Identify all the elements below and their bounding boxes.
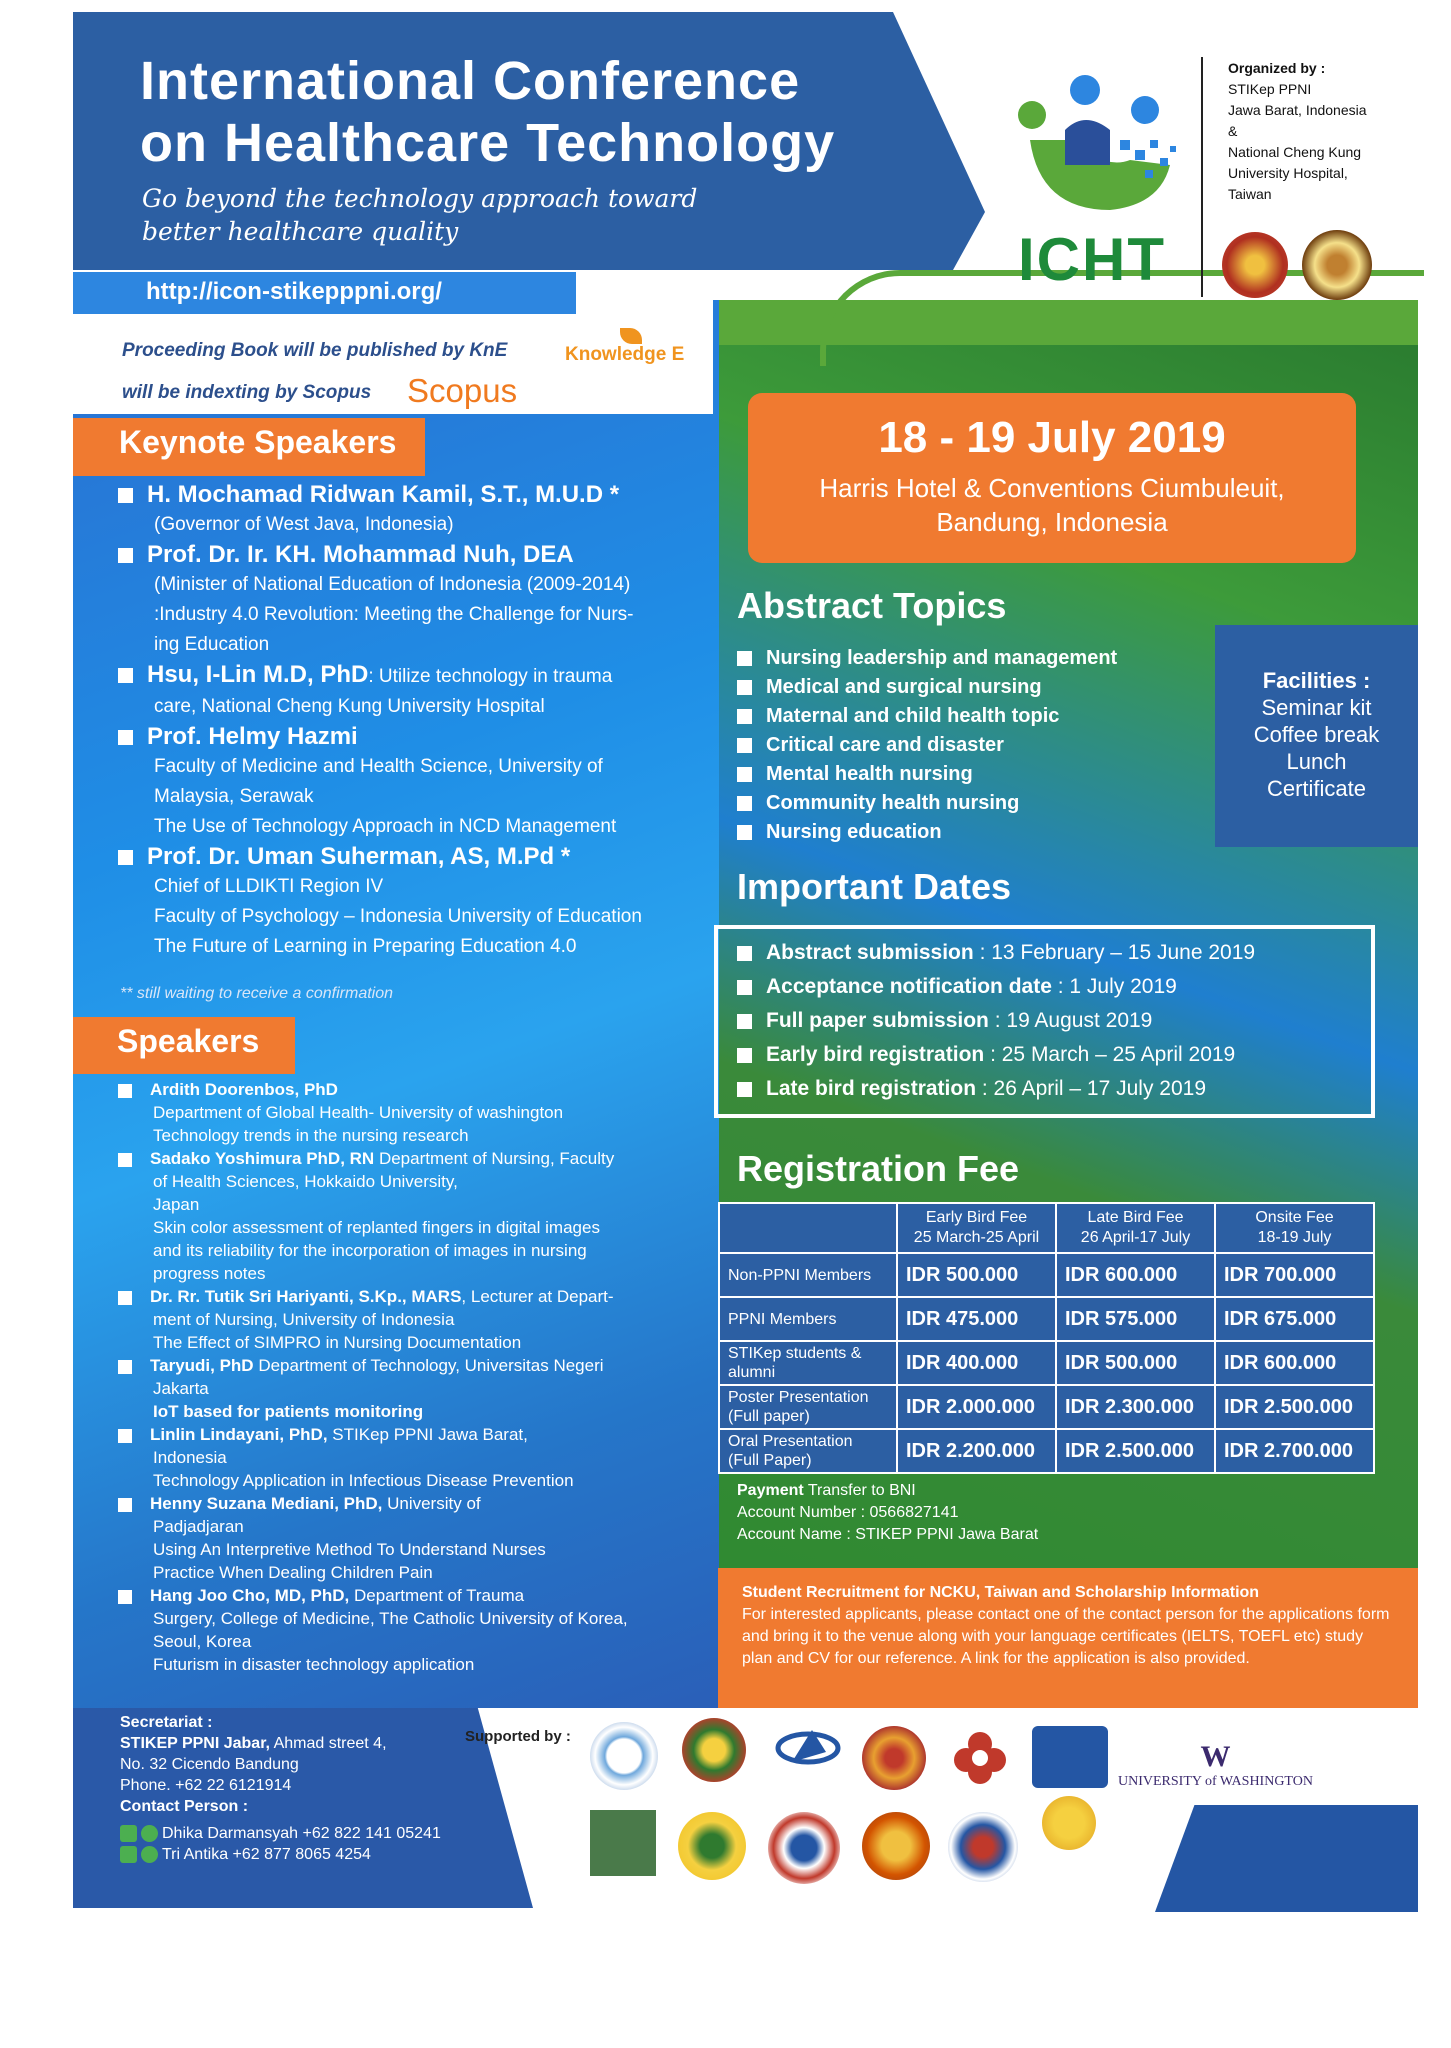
unimal-seal-icon bbox=[948, 1812, 1018, 1882]
stikep-ppni-seal-icon bbox=[1222, 232, 1288, 298]
speaker-name: Hsu, I-Lin M.D, PhD bbox=[147, 661, 369, 688]
bullet-square-icon bbox=[737, 946, 752, 961]
table-header-cell bbox=[1056, 1203, 1215, 1253]
bullet-square-icon bbox=[737, 1014, 752, 1029]
keynote-speaker bbox=[118, 842, 688, 962]
date-label: Late bird registration bbox=[766, 1077, 977, 1100]
column-title: Onsite Fee bbox=[1255, 1209, 1334, 1226]
topic-label: Mental health nursing bbox=[766, 763, 973, 785]
speaker-detail: Department of Global Health- University of washington bbox=[153, 1103, 564, 1122]
fee-cell: IDR 500.000 bbox=[1056, 1341, 1215, 1385]
speaker-name: H. Mochamad Ridwan Kamil, S.T., M.U.D * bbox=[147, 481, 620, 508]
phone-number: Phone. +62 22 6121914 bbox=[120, 1777, 292, 1794]
organizer-line: National Cheng Kung bbox=[1228, 144, 1362, 160]
bullet-square-icon bbox=[118, 730, 133, 745]
organizer-line: STIKep PPNI bbox=[1228, 81, 1312, 97]
event-date: 18 - 19 July 2019 bbox=[878, 413, 1226, 462]
speaker-detail: Padjadjaran bbox=[153, 1517, 244, 1536]
institution-logo-icon bbox=[1032, 1726, 1108, 1788]
date-value: : 19 August 2019 bbox=[994, 1009, 1153, 1032]
secretariat-label: Secretariat : bbox=[120, 1714, 213, 1731]
payment-label: Payment bbox=[737, 1482, 804, 1499]
row-label: Poster Presentation (Full paper) bbox=[719, 1385, 897, 1429]
row-label: Non-PPNI Members bbox=[719, 1253, 897, 1297]
orange-seal-icon bbox=[862, 1812, 930, 1880]
topic-label: Nursing education bbox=[766, 821, 942, 843]
important-dates-heading: Important Dates bbox=[737, 866, 1012, 907]
bullet-square-icon bbox=[737, 651, 752, 666]
scopus-logo: Scopus bbox=[407, 372, 518, 409]
facilities-box bbox=[1215, 625, 1418, 847]
fee-cell: IDR 475.000 bbox=[897, 1297, 1056, 1341]
university-seal-icon bbox=[768, 1812, 840, 1884]
secretariat-address bbox=[120, 1733, 470, 1754]
speaker-item bbox=[118, 1285, 698, 1354]
event-venue-line-2: Bandung, Indonesia bbox=[936, 507, 1168, 537]
payment-info bbox=[737, 1480, 1038, 1546]
fee-cell: IDR 2.000.000 bbox=[897, 1385, 1056, 1429]
topic-label: Critical care and disaster bbox=[766, 734, 1004, 756]
speaker-topic: : Utilize technology in trauma bbox=[368, 666, 613, 687]
facility-item: Coffee break bbox=[1253, 722, 1380, 747]
fee-cell: IDR 675.000 bbox=[1215, 1297, 1374, 1341]
keynote-speaker-name-row bbox=[118, 722, 688, 752]
important-dates-list bbox=[737, 936, 1255, 1106]
table-row bbox=[719, 1341, 1374, 1385]
speaker-desc: The Future of Learning in Preparing Education 4.0 bbox=[154, 936, 577, 957]
speaker-detail: of Health Sciences, Hokkaido University, bbox=[153, 1172, 458, 1191]
whatsapp-icon bbox=[141, 1846, 158, 1863]
date-label: Abstract submission bbox=[766, 941, 974, 964]
date-item bbox=[737, 1038, 1255, 1072]
phone-icon bbox=[120, 1825, 137, 1842]
topic-label: Community health nursing bbox=[766, 792, 1020, 814]
bullet-square-icon bbox=[737, 680, 752, 695]
flower-logo-icon bbox=[948, 1728, 1012, 1788]
title-line-1: International Conference bbox=[140, 51, 801, 111]
title-line-2: on Healthcare Technology bbox=[140, 113, 836, 173]
row-label: PPNI Members bbox=[719, 1297, 897, 1341]
organizer-line: Jawa Barat, Indonesia bbox=[1228, 102, 1367, 118]
contact-person-2: Tri Antika +62 877 8065 4254 bbox=[162, 1846, 371, 1863]
abstract-topics-list bbox=[737, 644, 1117, 847]
speaker-detail: Futurism in disaster technology application bbox=[153, 1655, 475, 1674]
proceeding-text: Proceeding Book will be published by KnE bbox=[122, 340, 508, 361]
speaker-name: Prof. Dr. Uman Suherman, AS, M.Pd * bbox=[147, 843, 571, 870]
speaker-desc: ing Education bbox=[154, 634, 270, 655]
speaker-desc: The Use of Technology Approach in NCD Management bbox=[154, 816, 617, 837]
topic-item bbox=[737, 789, 1117, 818]
date-label: Acceptance notification date bbox=[766, 975, 1052, 998]
speaker-item bbox=[118, 1078, 698, 1147]
bullet-square-icon bbox=[737, 825, 752, 840]
speaker-affiliation: Department of Nursing, Faculty bbox=[374, 1149, 615, 1168]
bullet-square-icon bbox=[118, 1153, 132, 1167]
date-value: : 1 July 2019 bbox=[1057, 975, 1177, 998]
event-date-box bbox=[748, 393, 1356, 563]
ppni-logo-icon bbox=[590, 1722, 658, 1790]
speaker-detail: Seoul, Korea bbox=[153, 1632, 252, 1651]
secretariat-org: STIKEP PPNI Jabar, bbox=[120, 1735, 270, 1752]
uw-w-icon: W bbox=[1200, 1740, 1231, 1773]
keynote-speaker-name-row bbox=[118, 480, 688, 510]
speaker-detail: ment of Nursing, University of Indonesia bbox=[153, 1310, 455, 1329]
speaker-affiliation: Department of Trauma bbox=[349, 1586, 525, 1605]
date-item bbox=[737, 970, 1255, 1004]
speaker-list bbox=[118, 1078, 698, 1676]
speaker-detail: Practice When Dealing Children Pain bbox=[153, 1563, 433, 1582]
bullet-square-icon bbox=[118, 488, 133, 503]
indexing-text: will be indexting by Scopus bbox=[122, 382, 372, 403]
speaker-name: Prof. Helmy Hazmi bbox=[147, 723, 358, 750]
organizer-line: & bbox=[1228, 123, 1238, 139]
speaker-name: Prof. Dr. Ir. KH. Mohammad Nuh, DEA bbox=[147, 541, 574, 568]
fee-cell: IDR 2.700.000 bbox=[1215, 1429, 1374, 1473]
topic-item bbox=[737, 702, 1117, 731]
facility-item: Seminar kit bbox=[1261, 695, 1372, 720]
confirmation-note: ** still waiting to receive a confirmation bbox=[120, 985, 394, 1002]
date-value: : 25 March – 25 April 2019 bbox=[990, 1043, 1236, 1066]
icht-logo-graphic bbox=[1010, 70, 1190, 220]
topic-item bbox=[737, 731, 1117, 760]
speaker-desc: Faculty of Medicine and Health Science, University of bbox=[154, 756, 603, 777]
bullet-square-icon bbox=[118, 1429, 132, 1443]
keynote-speaker-name-row bbox=[118, 540, 688, 570]
speaker-item bbox=[118, 1584, 698, 1676]
bullet-square-icon bbox=[737, 709, 752, 724]
recruitment-body: For interested applicants, please contact one of the contact person for the applications form and bring it to the venue along with your language certificates (IELTS, TOEFL etc) study plan and CV for our reference. A link for the application is also provided. bbox=[742, 1606, 1390, 1667]
speaker-desc: Chief of LLDIKTI Region IV bbox=[154, 876, 384, 897]
phone-icon bbox=[120, 1846, 137, 1863]
speaker-name: Henny Suzana Mediani, PhD, bbox=[150, 1494, 383, 1513]
date-label: Full paper submission bbox=[766, 1009, 989, 1032]
universitas-indonesia-seal-icon bbox=[1042, 1796, 1096, 1850]
knowledge-e-logo bbox=[565, 328, 684, 366]
fee-cell: IDR 2.300.000 bbox=[1056, 1385, 1215, 1429]
university-of-washington-logo bbox=[1118, 1740, 1313, 1790]
fee-cell: IDR 600.000 bbox=[1215, 1341, 1374, 1385]
divider-line bbox=[1201, 57, 1203, 297]
topic-item bbox=[737, 760, 1117, 789]
date-item bbox=[737, 1004, 1255, 1038]
speaker-detail: Japan bbox=[153, 1195, 200, 1214]
keynote-speaker-name-row bbox=[118, 842, 688, 872]
speaker-affiliation: , Lecturer at Depart- bbox=[461, 1287, 614, 1306]
keynote-speaker bbox=[118, 480, 688, 540]
date-value: : 26 April – 17 July 2019 bbox=[981, 1077, 1207, 1100]
speaker-desc: care, National Cheng Kung University Hospital bbox=[154, 696, 545, 717]
leaf-icon bbox=[620, 328, 642, 344]
facility-item: Certificate bbox=[1266, 776, 1367, 801]
whatsapp-icon bbox=[141, 1825, 158, 1842]
speaker-name: Sadako Yoshimura PhD, RN bbox=[150, 1149, 375, 1168]
speaker-desc: :Industry 4.0 Revolution: Meeting the Challenge for Nurs- bbox=[154, 604, 634, 625]
event-venue-line-1: Harris Hotel & Conventions Ciumbuleuit, bbox=[819, 473, 1285, 503]
fee-cell: IDR 2.200.000 bbox=[897, 1429, 1056, 1473]
keynote-speaker bbox=[118, 540, 688, 660]
speaker-desc: (Governor of West Java, Indonesia) bbox=[154, 514, 454, 535]
topic-item bbox=[737, 644, 1117, 673]
people-network-icon bbox=[1010, 70, 1190, 220]
fee-cell: IDR 400.000 bbox=[897, 1341, 1056, 1385]
supported-by-label: Supported by : bbox=[465, 1728, 571, 1745]
bullet-square-icon bbox=[118, 850, 133, 865]
topic-item bbox=[737, 673, 1117, 702]
hokkaido-logo-icon bbox=[590, 1810, 656, 1876]
bullet-square-icon bbox=[118, 1084, 132, 1098]
payment-transfer: Transfer to BNI bbox=[803, 1482, 916, 1499]
registration-fee-table bbox=[718, 1202, 1375, 1474]
registration-fee-heading: Registration Fee bbox=[737, 1148, 1020, 1189]
uw-logo-text: UNIVERSITY of WASHINGTON bbox=[1118, 1774, 1313, 1789]
bullet-square-icon bbox=[737, 980, 752, 995]
knowledge-e-logo-text: Knowledge E bbox=[565, 344, 685, 365]
facilities-heading: Facilities : bbox=[1262, 668, 1371, 693]
table-header-cell bbox=[897, 1203, 1056, 1253]
icht-logo-text: ICHT bbox=[1018, 226, 1166, 293]
keynote-speaker-list bbox=[118, 480, 688, 962]
ncku-seal-icon bbox=[1302, 230, 1372, 300]
speaker-detail: Technology trends in the nursing research bbox=[153, 1126, 469, 1145]
bullet-square-icon bbox=[118, 1291, 132, 1305]
corner-decoration bbox=[1155, 1805, 1418, 1912]
bullet-square-icon bbox=[118, 1590, 132, 1604]
bullet-square-icon bbox=[118, 668, 133, 683]
speakers-heading: Speakers bbox=[73, 1017, 295, 1074]
fee-cell: IDR 2.500.000 bbox=[1056, 1429, 1215, 1473]
speaker-detail: Surgery, College of Medicine, The Catholic University of Korea, bbox=[153, 1609, 628, 1628]
keynote-speaker-name-row bbox=[118, 660, 688, 692]
bullet-square-icon bbox=[737, 1082, 752, 1097]
yellow-seal-icon bbox=[678, 1812, 746, 1880]
payment-line bbox=[737, 1480, 1038, 1502]
speaker-detail: progress notes bbox=[153, 1264, 266, 1283]
fee-cell: IDR 600.000 bbox=[1056, 1253, 1215, 1297]
table-header-row bbox=[719, 1203, 1374, 1253]
table-row bbox=[719, 1253, 1374, 1297]
speaker-detail: Technology Application in Infectious Disease Prevention bbox=[153, 1471, 574, 1490]
organizer-line: Taiwan bbox=[1228, 186, 1272, 202]
bullet-square-icon bbox=[737, 796, 752, 811]
bullet-square-icon bbox=[737, 1048, 752, 1063]
facility-item: Lunch bbox=[1286, 749, 1347, 774]
date-label: Early bird registration bbox=[766, 1043, 985, 1066]
column-period: 18-19 July bbox=[1257, 1229, 1332, 1246]
speaker-name: Taryudi, PhD bbox=[150, 1356, 254, 1375]
organizer-label: Organized by : bbox=[1228, 60, 1326, 76]
bullet-square-icon bbox=[118, 1498, 132, 1512]
contact-person bbox=[120, 1823, 470, 1844]
contact-person-label: Contact Person : bbox=[120, 1798, 249, 1815]
speaker-detail: Indonesia bbox=[153, 1448, 227, 1467]
row-label: Oral Presentation (Full Paper) bbox=[719, 1429, 897, 1473]
ristekdikti-logo-icon bbox=[772, 1722, 844, 1784]
organizer-line: University Hospital, bbox=[1228, 165, 1348, 181]
speaker-item bbox=[118, 1423, 698, 1492]
speaker-item bbox=[118, 1492, 698, 1584]
speaker-item bbox=[118, 1354, 698, 1423]
account-name: Account Name : STIKEP PPNI Jawa Barat bbox=[737, 1526, 1039, 1543]
speaker-name: Hang Joo Cho, MD, PhD, bbox=[150, 1586, 350, 1605]
speaker-affiliation: University of bbox=[382, 1494, 481, 1513]
topic-item bbox=[737, 818, 1117, 847]
bullet-square-icon bbox=[118, 548, 133, 563]
topic-label: Maternal and child health topic bbox=[766, 705, 1060, 727]
secretariat-block bbox=[120, 1712, 470, 1865]
conference-title bbox=[140, 50, 835, 174]
speaker-desc: (Minister of National Education of Indonesia (2009-2014) bbox=[154, 574, 631, 595]
speaker-affiliation: Department of Technology, Universitas Negeri bbox=[253, 1356, 604, 1375]
contact-person bbox=[120, 1844, 470, 1865]
abstract-topics-heading: Abstract Topics bbox=[737, 585, 1007, 626]
address-line-1: Ahmad street 4, bbox=[270, 1735, 387, 1752]
column-title: Late Bird Fee bbox=[1087, 1209, 1184, 1226]
bullet-square-icon bbox=[737, 767, 752, 782]
contact-person-1: Dhika Darmansyah +62 822 141 05241 bbox=[162, 1825, 441, 1842]
bullet-square-icon bbox=[737, 738, 752, 753]
speaker-affiliation: STIKep PPNI Jawa Barat, bbox=[327, 1425, 528, 1444]
fee-cell: IDR 575.000 bbox=[1056, 1297, 1215, 1341]
date-value: : 13 February – 15 June 2019 bbox=[979, 941, 1256, 964]
keynote-speakers-heading: Keynote Speakers bbox=[73, 418, 425, 476]
speaker-item bbox=[118, 1147, 698, 1285]
speaker-detail: Skin color assessment of replanted fingers in digital images bbox=[153, 1218, 600, 1237]
speaker-name: Ardith Doorenbos, PhD bbox=[150, 1080, 338, 1099]
conference-url-link[interactable]: http://icon-stikepppni.org/ bbox=[146, 278, 442, 305]
row-label: STIKep students & alumni bbox=[719, 1341, 897, 1385]
recruitment-title: Student Recruitment for NCKU, Taiwan and Scholarship Information bbox=[742, 1584, 1260, 1601]
fee-cell: IDR 700.000 bbox=[1215, 1253, 1374, 1297]
table-header-cell bbox=[1215, 1203, 1374, 1253]
column-period: 26 April-17 July bbox=[1080, 1229, 1191, 1246]
speaker-desc: Malaysia, Serawak bbox=[154, 786, 314, 807]
table-header-empty bbox=[719, 1203, 897, 1253]
date-item bbox=[737, 936, 1255, 970]
speaker-name: Linlin Lindayani, PhD, bbox=[150, 1425, 328, 1444]
university-seal-icon bbox=[862, 1726, 926, 1790]
column-title: Early Bird Fee bbox=[925, 1209, 1028, 1226]
keynote-speaker bbox=[118, 722, 688, 842]
conference-subtitle: Go beyond the technology approach toward better healthcare quality bbox=[142, 184, 698, 246]
table-row bbox=[719, 1429, 1374, 1473]
table-row bbox=[719, 1297, 1374, 1341]
student-recruitment-box bbox=[718, 1568, 1418, 1708]
speaker-name: Dr. Rr. Tutik Sri Hariyanti, S.Kp., MARS bbox=[150, 1287, 462, 1306]
address-line-2: No. 32 Cicendo Bandung bbox=[120, 1756, 299, 1773]
organizer-block bbox=[1228, 58, 1388, 205]
keynote-speaker bbox=[118, 660, 688, 722]
speaker-detail: and its reliability for the incorporation of images in nursing bbox=[153, 1241, 587, 1260]
dpw-ppni-logo-icon bbox=[682, 1718, 746, 1782]
account-number: Account Number : 0566827141 bbox=[737, 1504, 959, 1521]
speaker-detail: Jakarta bbox=[153, 1379, 209, 1398]
fee-cell: IDR 2.500.000 bbox=[1215, 1385, 1374, 1429]
speaker-detail: Using An Interpretive Method To Understand Nurses bbox=[153, 1540, 546, 1559]
topic-label: Medical and surgical nursing bbox=[766, 676, 1042, 698]
column-period: 25 March-25 April bbox=[913, 1229, 1040, 1246]
speaker-desc: Faculty of Psychology – Indonesia University of Education bbox=[154, 906, 642, 927]
table-row bbox=[719, 1385, 1374, 1429]
bullet-square-icon bbox=[118, 1360, 132, 1374]
date-item bbox=[737, 1072, 1255, 1106]
fee-cell: IDR 500.000 bbox=[897, 1253, 1056, 1297]
speaker-detail: The Effect of SIMPRO in Nursing Documentation bbox=[153, 1333, 522, 1352]
topic-label: Nursing leadership and management bbox=[766, 647, 1118, 669]
speaker-topic: IoT based for patients monitoring bbox=[153, 1402, 424, 1421]
